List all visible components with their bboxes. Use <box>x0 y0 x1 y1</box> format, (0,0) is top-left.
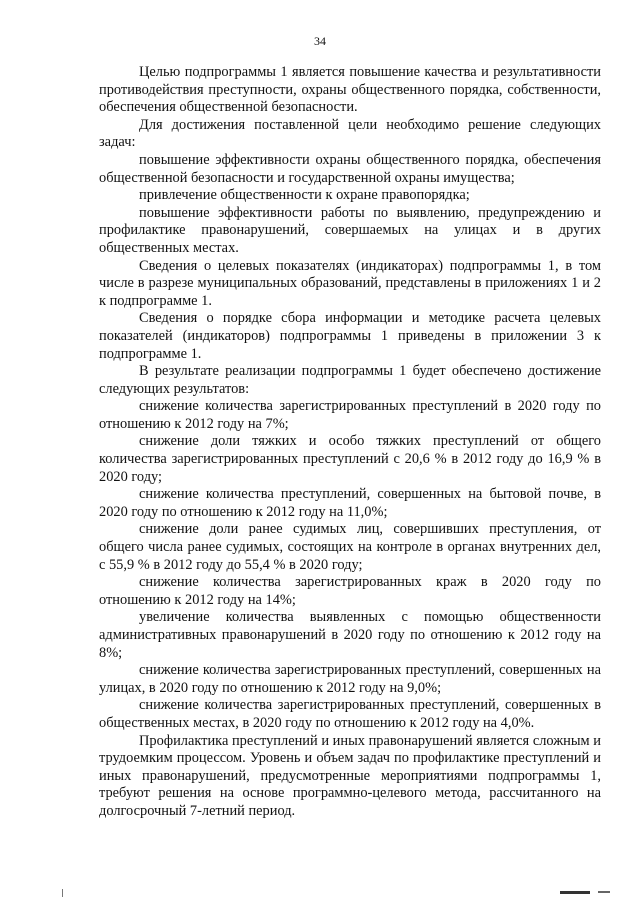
paragraph-goal: Целью подпрограммы 1 является повышение качества и результативности противодействия преступности, охраны общественного порядка, собственности, обеспечения общественной безопасности. <box>99 64 601 116</box>
paragraph-result-item: снижение количества зарегистрированных преступлений, совершенных в общественных местах, в 2020 году по отношению к 2012 году на 4,0%. <box>99 697 601 731</box>
scan-artifact-right-small <box>598 891 610 893</box>
paragraph-result-item: снижение количества зарегистрированных преступлений в 2020 году по отношению к 2012 году на 7%; <box>99 398 601 432</box>
document-body <box>99 64 601 821</box>
scan-artifact-right <box>560 891 590 894</box>
paragraph-results-intro: В результате реализации подпрограммы 1 будет обеспечено достижение следующих результатов: <box>99 363 601 397</box>
paragraph-result-item: снижение доли тяжких и особо тяжких преступлений от общего количества зарегистрированных преступлений с 20,6 % в 2012 году до 16,9 % в 2020 году; <box>99 433 601 485</box>
paragraph-result-item: снижение количества зарегистрированных краж в 2020 году по отношению к 2012 году на 14%; <box>99 574 601 608</box>
paragraph-indicators: Сведения о целевых показателях (индикаторах) подпрограммы 1, в том числе в разрезе муниципальных образований, представлены в приложениях 1 и 2 к подпрограмме 1. <box>99 257 601 309</box>
paragraph-task-item: повышение эффективности охраны общественного порядка, обеспечения общественной безопасности и государственной охраны имущества; <box>99 151 601 186</box>
paragraph-result-item: снижение доли ранее судимых лиц, совершивших преступления, от общего числа ранее судимых, состоящих на контроле в органах внутренних дел, с 55,9 % в 2012 году до 55,4 % в 2020 году; <box>99 521 601 573</box>
page-number: 34 <box>314 34 326 48</box>
paragraph-methodology: Сведения о порядке сбора информации и методике расчета целевых показателей (индикаторов) подпрограммы 1 приведены в приложении 3 к подпрограмме 1. <box>99 310 601 362</box>
paragraph-task-item: повышение эффективности работы по выявлению, предупреждению и профилактике правонарушений, совершаемых на улицах и в других общественных местах. <box>99 204 601 256</box>
paragraph-result-item: снижение количества зарегистрированных преступлений, совершенных на улицах, в 2020 году по отношению к 2012 году на 9,0%; <box>99 662 601 696</box>
paragraph-conclusion: Профилактика преступлений и иных правонарушений является сложным и трудоемким процессом. Уровень и объем задач по профилактике преступлений и иных правонарушений, предусмотренные мероприятиями подпрограммы 1, требуют решения на основе программно-целевого метода, рассчитанного на долгосрочный 7-летний период. <box>99 732 601 819</box>
paragraph-result-item: увеличение количества выявленных с помощью общественности административных правонарушений в 2020 году по отношению к 2012 году на 8%; <box>99 609 601 661</box>
paragraph-task-item: привлечение общественности к охране правопорядка; <box>139 187 470 204</box>
scan-artifact-left <box>62 889 63 897</box>
paragraph-tasks-intro: Для достижения поставленной цели необходимо решение следующих задач: <box>99 116 601 151</box>
paragraph-result-item: снижение количества преступлений, совершенных на бытовой почве, в 2020 году по отношению к 2012 году на 11,0%; <box>99 486 601 520</box>
